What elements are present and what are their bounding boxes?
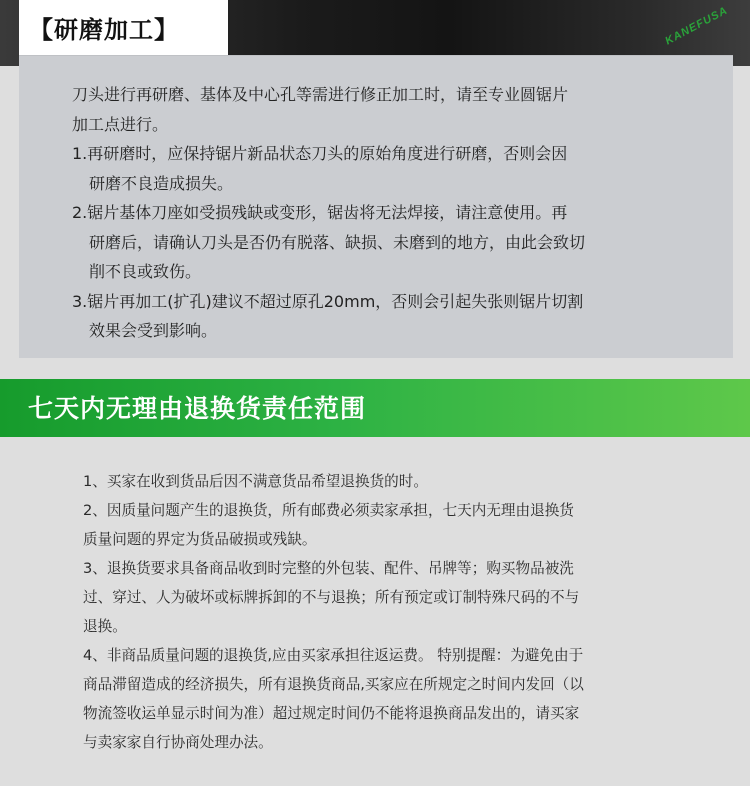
text-line: 质量问题的界定为货品破损或残缺。 bbox=[83, 531, 317, 548]
text-line: 2.锯片基体刀座如受损残缺或变形，锯齿将无法焊接，请注意使用。再 bbox=[72, 203, 568, 222]
text-line: 刀头进行再研磨、基体及中心孔等需进行修正加工时，请至专业圆锯片 bbox=[72, 85, 569, 104]
text-line: 削不良或致伤。 bbox=[89, 262, 202, 281]
grinding-intro bbox=[72, 80, 692, 139]
text-line: 1、买家在收到货品后因不满意货品希望退换货的时。 bbox=[83, 473, 428, 490]
returns-item-1 bbox=[83, 467, 683, 496]
returns-item-4 bbox=[83, 641, 683, 757]
text-line: 效果会受到影响。 bbox=[89, 321, 218, 340]
text-line: 1.再研磨时，应保持锯片新品状态刀头的原始角度进行研磨，否则会因 bbox=[72, 144, 568, 163]
text-line: 2、因质量问题产生的退换货，所有邮费必须卖家承担，七天内无理由退换货 bbox=[83, 502, 574, 519]
returns-item-2 bbox=[83, 496, 683, 554]
section-title-returns: 七天内无理由退换货责任范围 bbox=[28, 394, 367, 423]
text-line: 加工点进行。 bbox=[72, 114, 169, 134]
text-line: 退换。 bbox=[83, 618, 127, 635]
text-line: 3.锯片再加工(扩孔)建议不超过原孔20mm，否则会引起失张则锯片切割 bbox=[72, 291, 584, 311]
text-line: 4、非商品质量问题的退换货,应由买家承担往返运费。 特别提醒：为避免由于 bbox=[83, 647, 584, 664]
grinding-item-1 bbox=[72, 139, 692, 198]
text-line: 与卖家家自行协商处理办法。 bbox=[83, 734, 273, 751]
returns-item-3 bbox=[83, 554, 683, 641]
text-line: 商品滞留造成的经济损失，所有退换货商品,买家应在所规定之时间内发回（以 bbox=[83, 676, 584, 693]
grinding-item-2 bbox=[72, 198, 692, 287]
grinding-text bbox=[72, 80, 692, 346]
grinding-item-3 bbox=[72, 287, 692, 346]
text-line: 过、穿过、人为破坏或标牌拆卸的不与退换；所有预定或订制特殊尺码的不与 bbox=[83, 589, 580, 606]
text-line: 研磨不良造成损失。 bbox=[89, 173, 234, 193]
text-line: 3、退换货要求具备商品收到时完整的外包装、配件、吊牌等；购买物品被洗 bbox=[83, 560, 574, 577]
returns-text bbox=[83, 467, 683, 757]
text-line: 物流签收运单显示时间为准）超过规定时间仍不能将退换商品发出的，请买家 bbox=[83, 705, 580, 722]
section-title-grinding: 【研磨加工】 bbox=[19, 0, 228, 55]
text-line: 研磨后，请确认刀头是否仍有脱落、缺损、未磨到的地方，由此会致切 bbox=[89, 232, 586, 252]
brand-logo: KANEFUSA bbox=[663, 4, 730, 48]
